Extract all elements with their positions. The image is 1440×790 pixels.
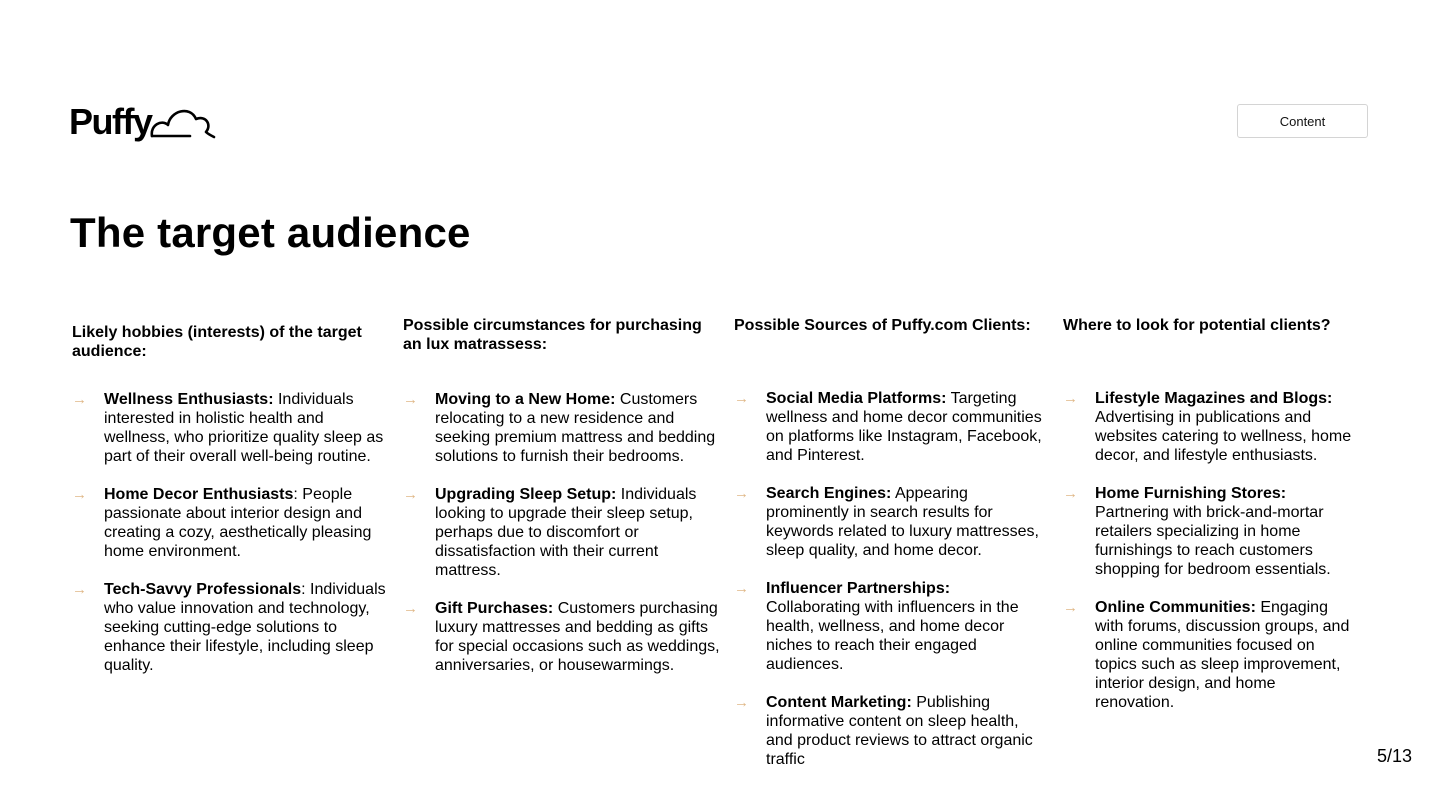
content-button[interactable]: Content	[1237, 104, 1368, 138]
list-item: → Lifestyle Magazines and Blogs: Advertising in publications and websites catering to wellness, home decor, and lifestyle enthusiasts.	[1063, 390, 1352, 464]
list-item: → Home Furnishing Stores: Partnering with brick-and-mortar retailers specializing in home furnishings to reach customers shopping for bedroom essentials.	[1063, 485, 1331, 578]
item-list	[403, 390, 723, 694]
page-counter: 5/13	[1377, 746, 1413, 766]
arrow-right-icon: →	[1063, 599, 1078, 616]
page-title: The target audience	[70, 209, 471, 256]
item-list	[72, 390, 392, 694]
column-where-to-look	[1063, 316, 1358, 711]
arrow-right-icon: →	[734, 485, 749, 502]
arrow-right-icon: →	[403, 391, 418, 408]
arrow-right-icon: →	[734, 694, 749, 711]
list-item: → Content Marketing: Publishing informative content on sleep health, and product reviews to attract organic traffic	[734, 694, 1033, 768]
list-item: → Influencer Partnerships: Collaborating with influencers in the health, wellness, and home decor niches to reach their engaged audiences.	[734, 580, 1019, 673]
column-heading: Possible circumstances for purchasing an lux matrassess:	[403, 317, 702, 353]
list-item: → Tech-Savvy Professionals: Individuals who value innovation and technology, seeking cutting-edge solutions to enhance their lifestyle, including sleep quality.	[72, 581, 386, 674]
list-item: → Home Decor Enthusiasts: People passionate about interior design and creating a cozy, aesthetically pleasing home environment.	[72, 486, 372, 560]
arrow-right-icon: →	[734, 390, 749, 407]
arrow-right-icon: →	[72, 581, 87, 598]
list-item: → Search Engines: Appearing prominently in search results for keywords related to luxury mattresses, sleep quality, and home decor.	[734, 485, 1039, 559]
column-hobbies	[72, 323, 392, 674]
arrow-right-icon: →	[1063, 390, 1078, 407]
arrow-right-icon: →	[1063, 485, 1078, 502]
list-item: → Online Communities: Engaging with forums, discussion groups, and online communities focused on topics such as sleep improvement, interior design, and home renovation.	[1063, 599, 1350, 711]
column-heading: Likely hobbies (interests) of the target audience:	[72, 324, 362, 360]
arrow-right-icon: →	[734, 580, 749, 597]
logo-text: Puffy	[69, 101, 152, 142]
item-list	[734, 389, 1044, 788]
list-item: → Moving to a New Home: Customers relocating to a new residence and seeking premium mattress and bedding solutions to furnish their bedrooms.	[403, 391, 716, 465]
puffy-logo	[69, 98, 216, 142]
list-item: → Gift Purchases: Customers purchasing luxury mattresses and bedding as gifts for special occasions such as weddings, anniversaries, or housewarmings.	[403, 600, 720, 674]
list-item: → Wellness Enthusiasts: Individuals interested in holistic health and wellness, who prioritize quality sleep as part of their overall well-being routine.	[72, 391, 384, 465]
arrow-right-icon: →	[403, 600, 418, 617]
arrow-right-icon: →	[72, 486, 87, 503]
list-item: → Social Media Platforms: Targeting wellness and home decor communities on platforms like Instagram, Facebook, and Pinterest.	[734, 390, 1042, 464]
cloud-icon	[150, 103, 216, 139]
column-heading: Where to look for potential clients?	[1063, 317, 1331, 334]
list-item: → Upgrading Sleep Setup: Individuals looking to upgrade their sleep setup, perhaps due to discomfort or dissatisfaction with their current mattress.	[403, 486, 697, 579]
column-heading: Possible Sources of Puffy.com Clients:	[734, 317, 1031, 334]
item-list	[1063, 389, 1358, 731]
column-circumstances	[403, 316, 723, 674]
column-sources	[734, 316, 1044, 768]
arrow-right-icon: →	[72, 391, 87, 408]
arrow-right-icon: →	[403, 486, 418, 503]
